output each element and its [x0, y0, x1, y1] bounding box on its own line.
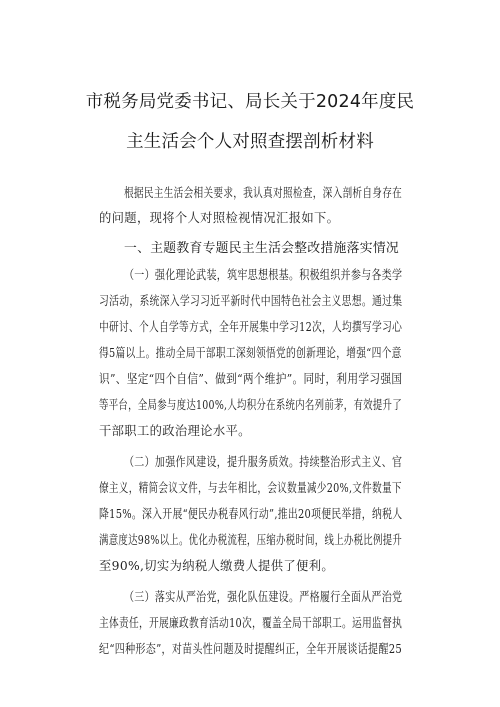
sub1-line-5: 识”、坚定“四个自信”、做到“两个维护”。同时，利用学习强国 [99, 372, 403, 386]
sub1-line-2: 习活动，系统深入学习习近平新时代中国特色社会主义思想。通过集 [99, 294, 403, 308]
sub1-line-3: 中研讨、个人自学等方式，全年开展集中学习12次，人均撰写学习心 [99, 320, 403, 334]
document-title-line-1: 市税务局党委书记、局长关于2024年度民 [85, 92, 415, 112]
sub2-line-3: 降15%。深入开展“便民办税春风行动”,推出20项便民举措，纳税人 [99, 507, 403, 521]
sub3-line-2: 主体责任，开展廉政教育活动10次，覆盖全局干部职工。运用监督执 [99, 616, 403, 630]
intro-line-2: 的问题，现将个人对照检视情况汇报如下。 [99, 211, 340, 225]
sub1-line-1: （一）强化理论武装，筑牢思想根基。积极组织并参与各类学 [124, 268, 403, 282]
sub1-line-7: 干部职工的政治理论水平。 [99, 424, 251, 438]
section-heading-1: 一、主题教育专题民主生活会整改措施落实情况 [124, 241, 400, 256]
sub3-line-3: 纪“四种形态”，对苗头性问题及时提醒纠正，全年开展谈话提醒25 [99, 642, 403, 656]
document-title-line-2: 主生活会个人对照查摆剖析材料 [126, 132, 374, 152]
sub2-line-5: 至90%,切实为纳税人缴费人提供了便利。 [99, 559, 334, 573]
sub1-line-6: 等平台，全局参与度达100%,人均积分在系统内名列前茅，有效提升了 [99, 398, 402, 412]
sub1-line-4: 得5篇以上。推动全局干部职工深刻领悟党的创新理论，增强“四个意 [99, 346, 402, 360]
intro-line-1: 根据民主生活会相关要求，我认真对照检查，深入剖析自身存在 [124, 186, 403, 200]
sub2-line-1: （二）加强作风建设，提升服务质效。持续整治形式主义、官 [124, 455, 403, 469]
sub3-line-1: （三）落实从严治党，强化队伍建设。严格履行全面从严治党 [124, 590, 403, 604]
sub2-line-4: 满意度达98%以上。优化办税流程，压缩办税时间，线上办税比例提升 [99, 533, 403, 547]
sub2-line-2: 僚主义，精简会议文件，与去年相比，会议数量减少20%,文件数量下 [99, 481, 402, 495]
